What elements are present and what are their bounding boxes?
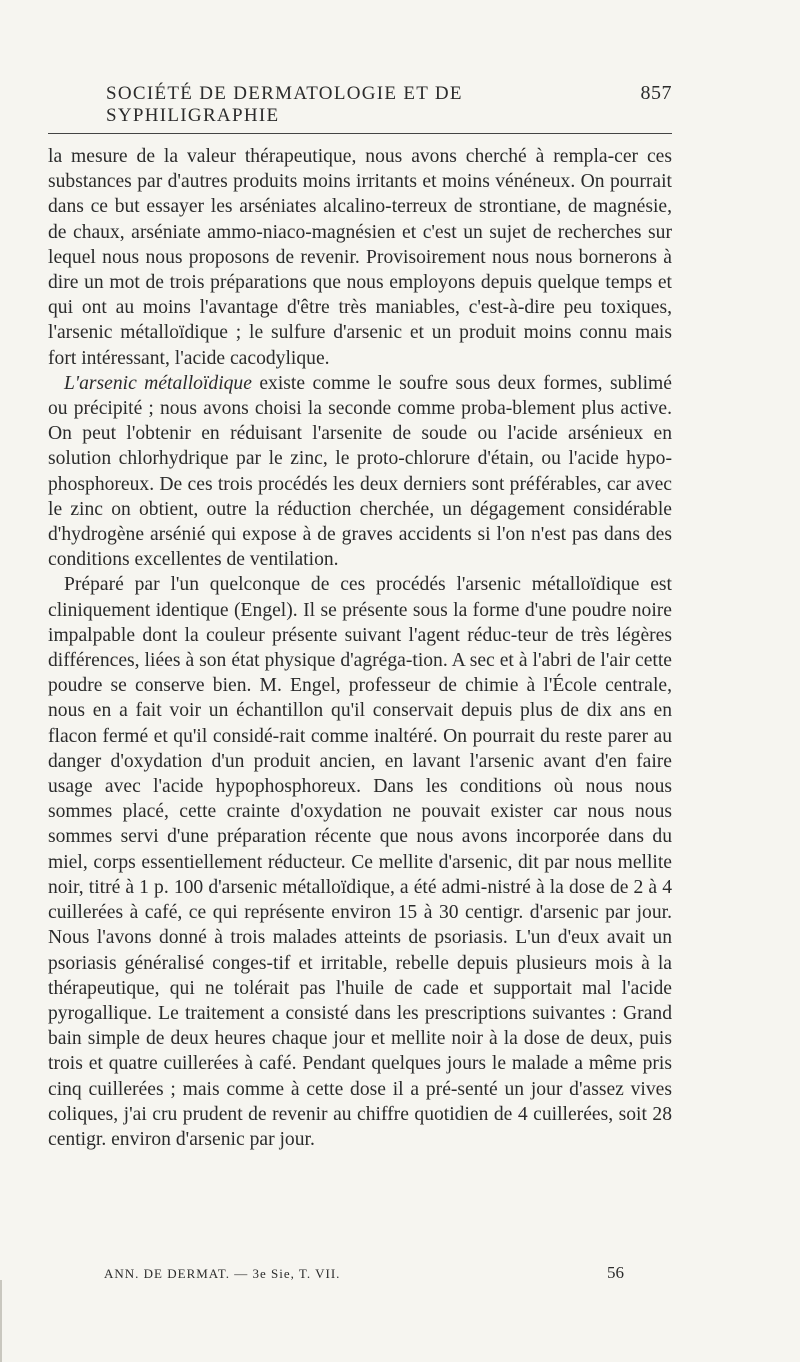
header-rule	[48, 133, 672, 134]
running-title: SOCIÉTÉ DE DERMATOLOGIE ET DE SYPHILIGRAPHIE	[106, 83, 463, 126]
paragraph-2-text: existe comme le soufre sous deux formes, sublimé ou précipité ; nous avons choisi la seconde comme proba-blement plus active. On peut l'obtenir en réduisant l'arsenite de soude ou l'acide arsénieux en solution chlorhydrique par le zinc, le proto-chlorure d'étain, ou l'acide hypo-phosphoreux. De ces trois procédés les deux derniers sont préférables, car avec le zinc on obtient, outre la réduction cherchée, un dégagement considérable d'hydrogène arsénié qui expose à de graves accidents si l'on n'est pas dans des conditions excellentes de ventilation.	[48, 372, 672, 571]
scan-margin-line	[0, 1280, 2, 1362]
running-header	[48, 82, 672, 133]
body-text	[48, 144, 672, 1152]
page-number: 857	[640, 82, 672, 104]
page-footer	[104, 1263, 624, 1283]
paragraph-1: la mesure de la valeur thérapeutique, nous avons cherché à rempla-cer ces substances par d'autres produits moins irritants et moins vénéneux. On pourrait dans ce but essayer les arséniates alcalino-terreux de strontiane, de magnésie, de chaux, arséniate ammo-niaco-magnésien et c'est un sujet de recherches sur lequel nous nous proposons de revenir. Provisoirement nous nous bornerons à dire un mot de trois préparations que nous employons depuis quelque temps et qui ont au moins l'avantage d'être très maniables, c'est-à-dire peu toxiques, l'arsenic métalloïdique ; le sulfure d'arsenic et un produit moins connu mais fort intéressant, l'acide cacodylique.	[48, 146, 672, 369]
footer-signature: ANN. DE DERMAT. — 3e Sie, T. VII.	[104, 1266, 341, 1281]
paragraph-2-term: L'arsenic métalloïdique	[64, 372, 252, 394]
paragraph-2	[48, 371, 672, 573]
sheet-number: 56	[607, 1263, 624, 1282]
paragraph-3: Préparé par l'un quelconque de ces procédés l'arsenic métalloïdique est cliniquement identique (Engel). Il se présente sous la forme d'une poudre noire impalpable dont la couleur présente suivant l'agent réduc-teur de très légères différences, liées à son état physique d'agréga-tion. A sec et à l'abri de l'air cette poudre se conserve bien. M. Engel, professeur de chimie à l'École centrale, nous en a fait voir un échantillon qu'il conservait depuis plus de dix ans en flacon fermé et qu'il considé-rait comme inaltéré. On pourrait du reste parer au danger d'oxydation d'un produit ancien, en lavant l'arsenic avant d'en faire usage avec l'acide hypophosphoreux. Dans les conditions où nous nous sommes placé, cette crainte d'oxydation ne pouvait exister car nous nous sommes servi d'une préparation récente que nous avons incorporée dans du miel, corps essentiellement réducteur. Ce mellite d'arsenic, dit par nous mellite noir, titré à 1 p. 100 d'arsenic métalloïdique, a été admi-nistré à la dose de 2 à 4 cuillerées à café, ce qui représente environ 15 à 30 centigr. d'arsenic par jour. Nous l'avons donné à trois malades atteints de psoriasis. L'un d'eux avait un psoriasis généralisé conges-tif et irritable, rebelle depuis plusieurs mois à la thérapeutique, qui ne tolérait pas l'huile de cade et supportait mal l'acide pyrogallique. Le traitement a consisté dans les prescriptions suivantes : Grand bain simple de deux heures chaque jour et mellite noir à la dose de deux, puis trois et quatre cuillerées à café. Pendant quelques jours le malade a même pris cinq cuillerées ; mais comme à cette dose il a pré-senté un jour d'assez vives coliques, j'ai cru prudent de revenir au chiffre quotidien de 4 cuillerées, soit 28 centigr. environ d'arsenic par jour.	[48, 574, 672, 1150]
page	[48, 82, 672, 1152]
